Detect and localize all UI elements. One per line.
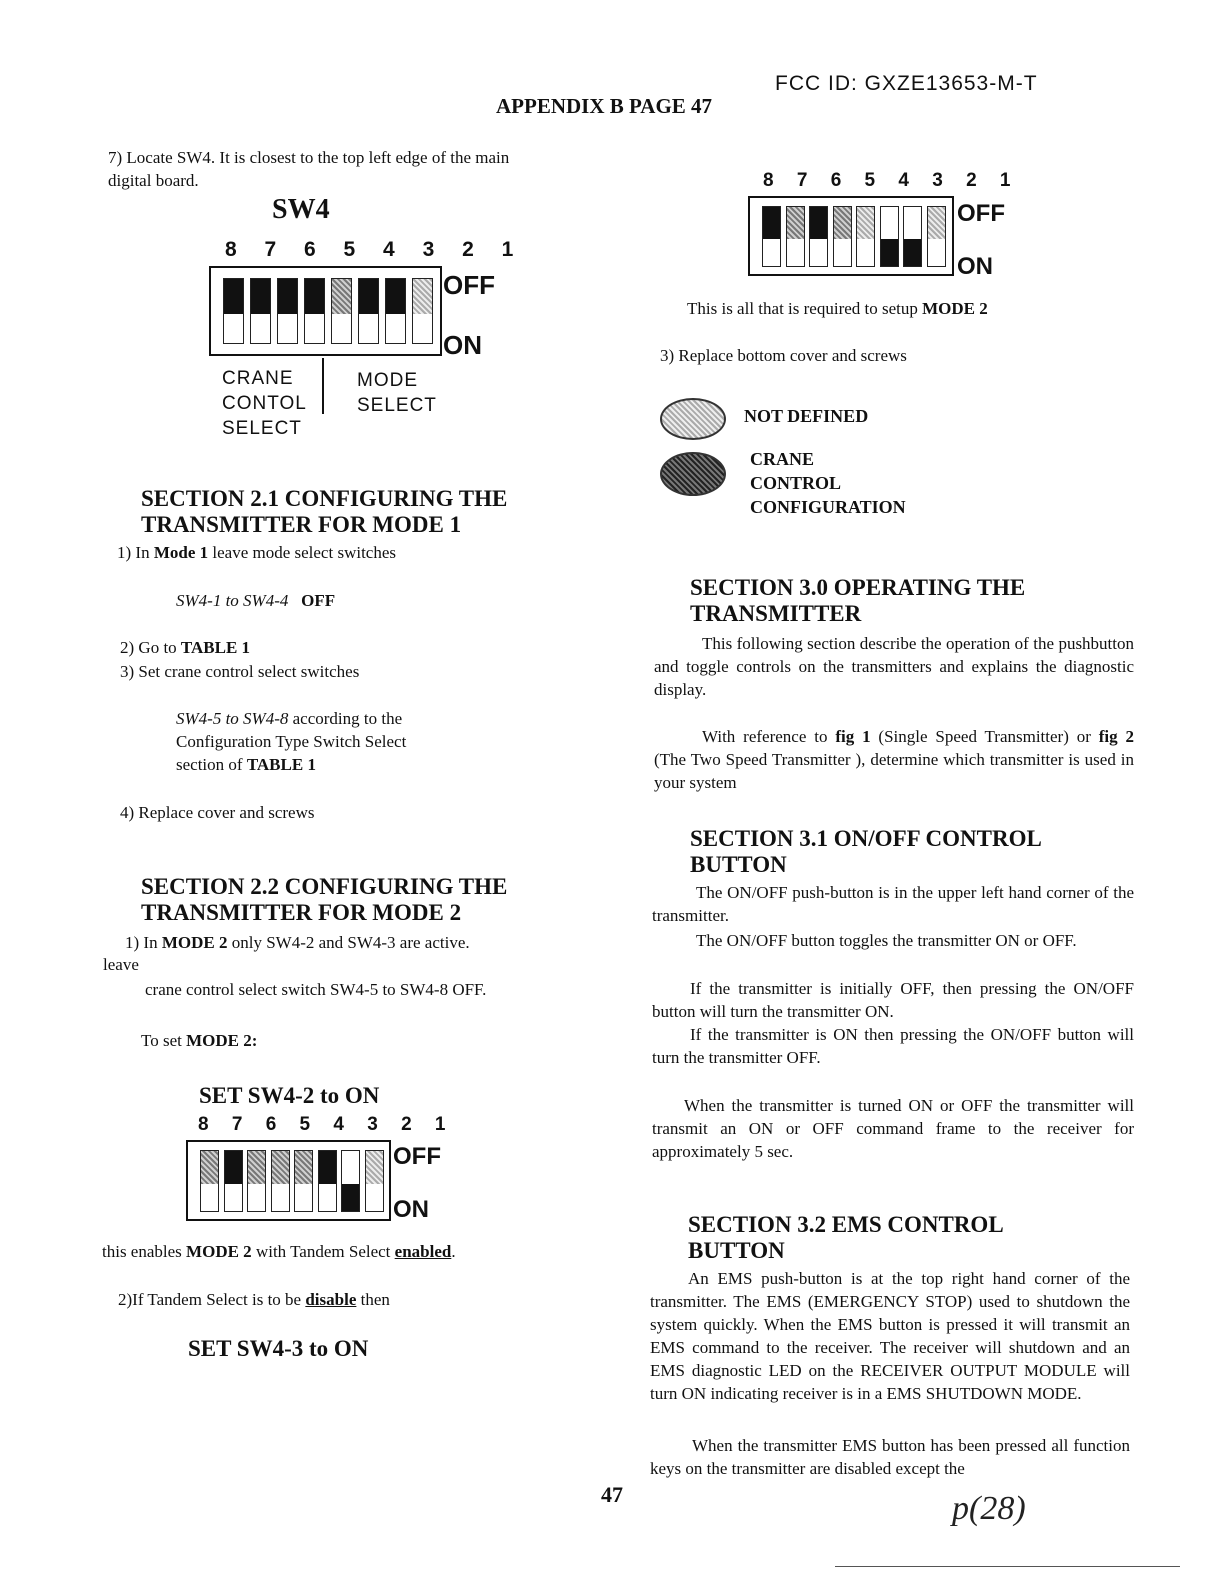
dip-switch-mode2-final [748, 196, 954, 276]
dip-switch-slot [294, 1150, 313, 1212]
dip-switch-slot [331, 278, 352, 344]
dip-switch-slot [250, 278, 271, 344]
off-label: OFF [443, 270, 495, 300]
dip-switch-slot [856, 206, 875, 267]
legend-crane-control: CRANE CONTROL CONFIGURATION [750, 449, 906, 517]
legend-not-defined: NOT DEFINED [744, 406, 869, 426]
dip-switch-slot [223, 278, 244, 344]
step-7-text: 7) Locate SW4. It is closest to the top left edge of the main digital board. [108, 148, 510, 190]
dip-switch-slot [200, 1150, 219, 1212]
dip-toggle [366, 1151, 383, 1184]
dip-toggle [251, 279, 270, 314]
section-3-0-heading: SECTION 3.0 OPERATING THE TRANSMITTER [690, 575, 1026, 626]
s21-config-text: SW4-5 to SW4-8 according to the Configuration Type Switch Select section of TABLE 1 [176, 709, 407, 774]
dip-toggle [272, 1151, 289, 1184]
mode-select-label: MODE SELECT [357, 370, 437, 416]
s22-step1: 1) In MODE 2 only SW4-2 and SW4-3 are active. [125, 933, 470, 952]
dip-switch-slot [358, 278, 379, 344]
s21-step2: 2) Go to TABLE 1 [120, 638, 251, 657]
dip-toggle [342, 1184, 359, 1211]
label-divider [322, 358, 324, 414]
fcc-id: FCC ID: GXZE13653-M-T [775, 72, 1038, 95]
off-label-2: OFF [393, 1143, 441, 1170]
s31-paragraph-1: The ON/OFF push-button is in the upper left hand corner of the transmitter. [652, 883, 1134, 925]
dip-switch-slot [903, 206, 922, 267]
on-label-2: ON [393, 1196, 429, 1223]
dip-toggle [857, 207, 874, 239]
dip-toggle [201, 1151, 218, 1184]
dip-toggle [224, 279, 243, 314]
dip-toggle [881, 239, 898, 266]
dip-numbers-2: 8 7 6 5 4 3 2 1 [198, 1114, 455, 1135]
dip-toggle [278, 279, 297, 314]
dip-toggle [248, 1151, 265, 1184]
dip-toggle [386, 279, 405, 314]
replace-bottom-cover: 3) Replace bottom cover and screws [660, 346, 907, 365]
dip-toggle [305, 279, 324, 314]
dip-switch-sw4 [209, 266, 442, 356]
s22-crane-switches: crane control select switch SW4-5 to SW4-8 OFF. [145, 980, 487, 999]
s21-step4: 4) Replace cover and screws [120, 803, 315, 822]
page-number: 47 [601, 1482, 623, 1507]
on-label: ON [443, 330, 482, 360]
dip-numbers: 8 7 6 5 4 3 2 1 [225, 238, 525, 261]
section-3-1-heading: SECTION 3.1 ON/OFF CONTROL BUTTON [690, 826, 1042, 877]
dip-toggle [787, 207, 804, 239]
dip-switch-slot [247, 1150, 266, 1212]
dip-switch-slot [786, 206, 805, 267]
dip-switch-set-sw4-2 [186, 1140, 391, 1221]
s21-step1: 1) In Mode 1 leave mode select switches [117, 543, 396, 562]
dip-toggle [225, 1151, 242, 1184]
dip-toggle [928, 207, 945, 239]
s30-paragraph-2: With reference to fig 1 (Single Speed Transmitter) or fig 2 (The Two Speed Transmitter ), determine which transmitter is used in your system [654, 727, 1134, 792]
s22-leave: leave [103, 955, 139, 974]
section-3-2-heading: SECTION 3.2 EMS CONTROL BUTTON [688, 1212, 1004, 1263]
dip-toggle [904, 239, 921, 266]
crane-control-select-label: CRANE CONTOL SELECT [222, 368, 307, 439]
legend-dark-swatch [660, 452, 726, 496]
dip-switch-slot [412, 278, 433, 344]
dip-switch-slot [365, 1150, 384, 1212]
s31-paragraph-2: The ON/OFF button toggles the transmitter ON or OFF. [696, 931, 1077, 950]
dip-toggle [332, 279, 351, 314]
handwritten-note: p(28) [952, 1490, 1026, 1527]
dip-toggle [810, 207, 827, 239]
dip-switch-slot [304, 278, 325, 344]
dip-switch-slot [762, 206, 781, 267]
dip-switch-slot [318, 1150, 337, 1212]
s31-paragraph-3: If the transmitter is initially OFF, then pressing the ON/OFF button will turn the transmitter ON. [652, 979, 1134, 1021]
dip-toggle [763, 207, 780, 239]
dip-switch-slot [277, 278, 298, 344]
dip-numbers-3: 8 7 6 5 4 3 2 1 [763, 170, 1020, 191]
dip-switch-slot [880, 206, 899, 267]
sw4-title: SW4 [272, 194, 330, 225]
on-label-3: ON [957, 253, 993, 280]
set-sw4-2-heading: SET SW4-2 to ON [199, 1083, 380, 1108]
dip-switch-slot [341, 1150, 360, 1212]
dip-switch-slot [833, 206, 852, 267]
off-label-3: OFF [957, 200, 1005, 227]
bottom-rule [835, 1566, 1180, 1567]
page-header: APPENDIX B PAGE 47 [496, 94, 713, 118]
s30-paragraph-1: This following section describe the operation of the pushbutton and toggle controls on the transmitters and explains the diagnostic display. [654, 634, 1134, 699]
set-sw4-3-heading: SET SW4-3 to ON [188, 1336, 369, 1361]
dip-toggle [295, 1151, 312, 1184]
section-2-1-heading: SECTION 2.1 CONFIGURING THE TRANSMITTER FOR MODE 1 [141, 486, 508, 537]
dip-switch-slot [385, 278, 406, 344]
dip-toggle [319, 1151, 336, 1184]
s31-paragraph-5: When the transmitter is turned ON or OFF the transmitter will transmit an ON or OFF command frame to the receiver for approximately 5 sec. [652, 1096, 1134, 1161]
legend-light-swatch [660, 398, 726, 440]
dip-switch-slot [927, 206, 946, 267]
s21-step3: 3) Set crane control select switches [120, 662, 360, 681]
dip-switch-slot [271, 1150, 290, 1212]
required-setup-text: This is all that is required to setup MODE 2 [687, 299, 988, 318]
section-2-2-heading: SECTION 2.2 CONFIGURING THE TRANSMITTER FOR MODE 2 [141, 874, 508, 925]
dip-switch-slot [224, 1150, 243, 1212]
s22-to-set: To set MODE 2: [141, 1031, 258, 1050]
s32-paragraph-1: An EMS push-button is at the top right hand corner of the transmitter. The EMS (EMERGENCY STOP) used to shutdown the system quickly. When the EMS button is pressed it will transmit an EMS command to the receiver. The receiver will shutdown and an EMS diagnostic LED on the RECEIVER OUTPUT MODULE will turn ON indicating receiver is in a EMS SHUTDOWN MODE. [650, 1269, 1130, 1403]
dip-toggle [413, 279, 432, 314]
dip-toggle [359, 279, 378, 314]
tandem-disable-text: 2)If Tandem Select is to be disable then [118, 1290, 390, 1309]
dip-switch-slot [809, 206, 828, 267]
s21-switch-range: SW4-1 to SW4-4 OFF [176, 591, 336, 610]
s31-paragraph-4: If the transmitter is ON then pressing the ON/OFF button will turn the transmitter OFF. [652, 1025, 1134, 1067]
s32-paragraph-2: When the transmitter EMS button has been pressed all function keys on the transmitter are disabled except the [650, 1436, 1130, 1478]
dip-toggle [834, 207, 851, 239]
enables-mode2-text: this enables MODE 2 with Tandem Select enabled. [102, 1242, 456, 1261]
